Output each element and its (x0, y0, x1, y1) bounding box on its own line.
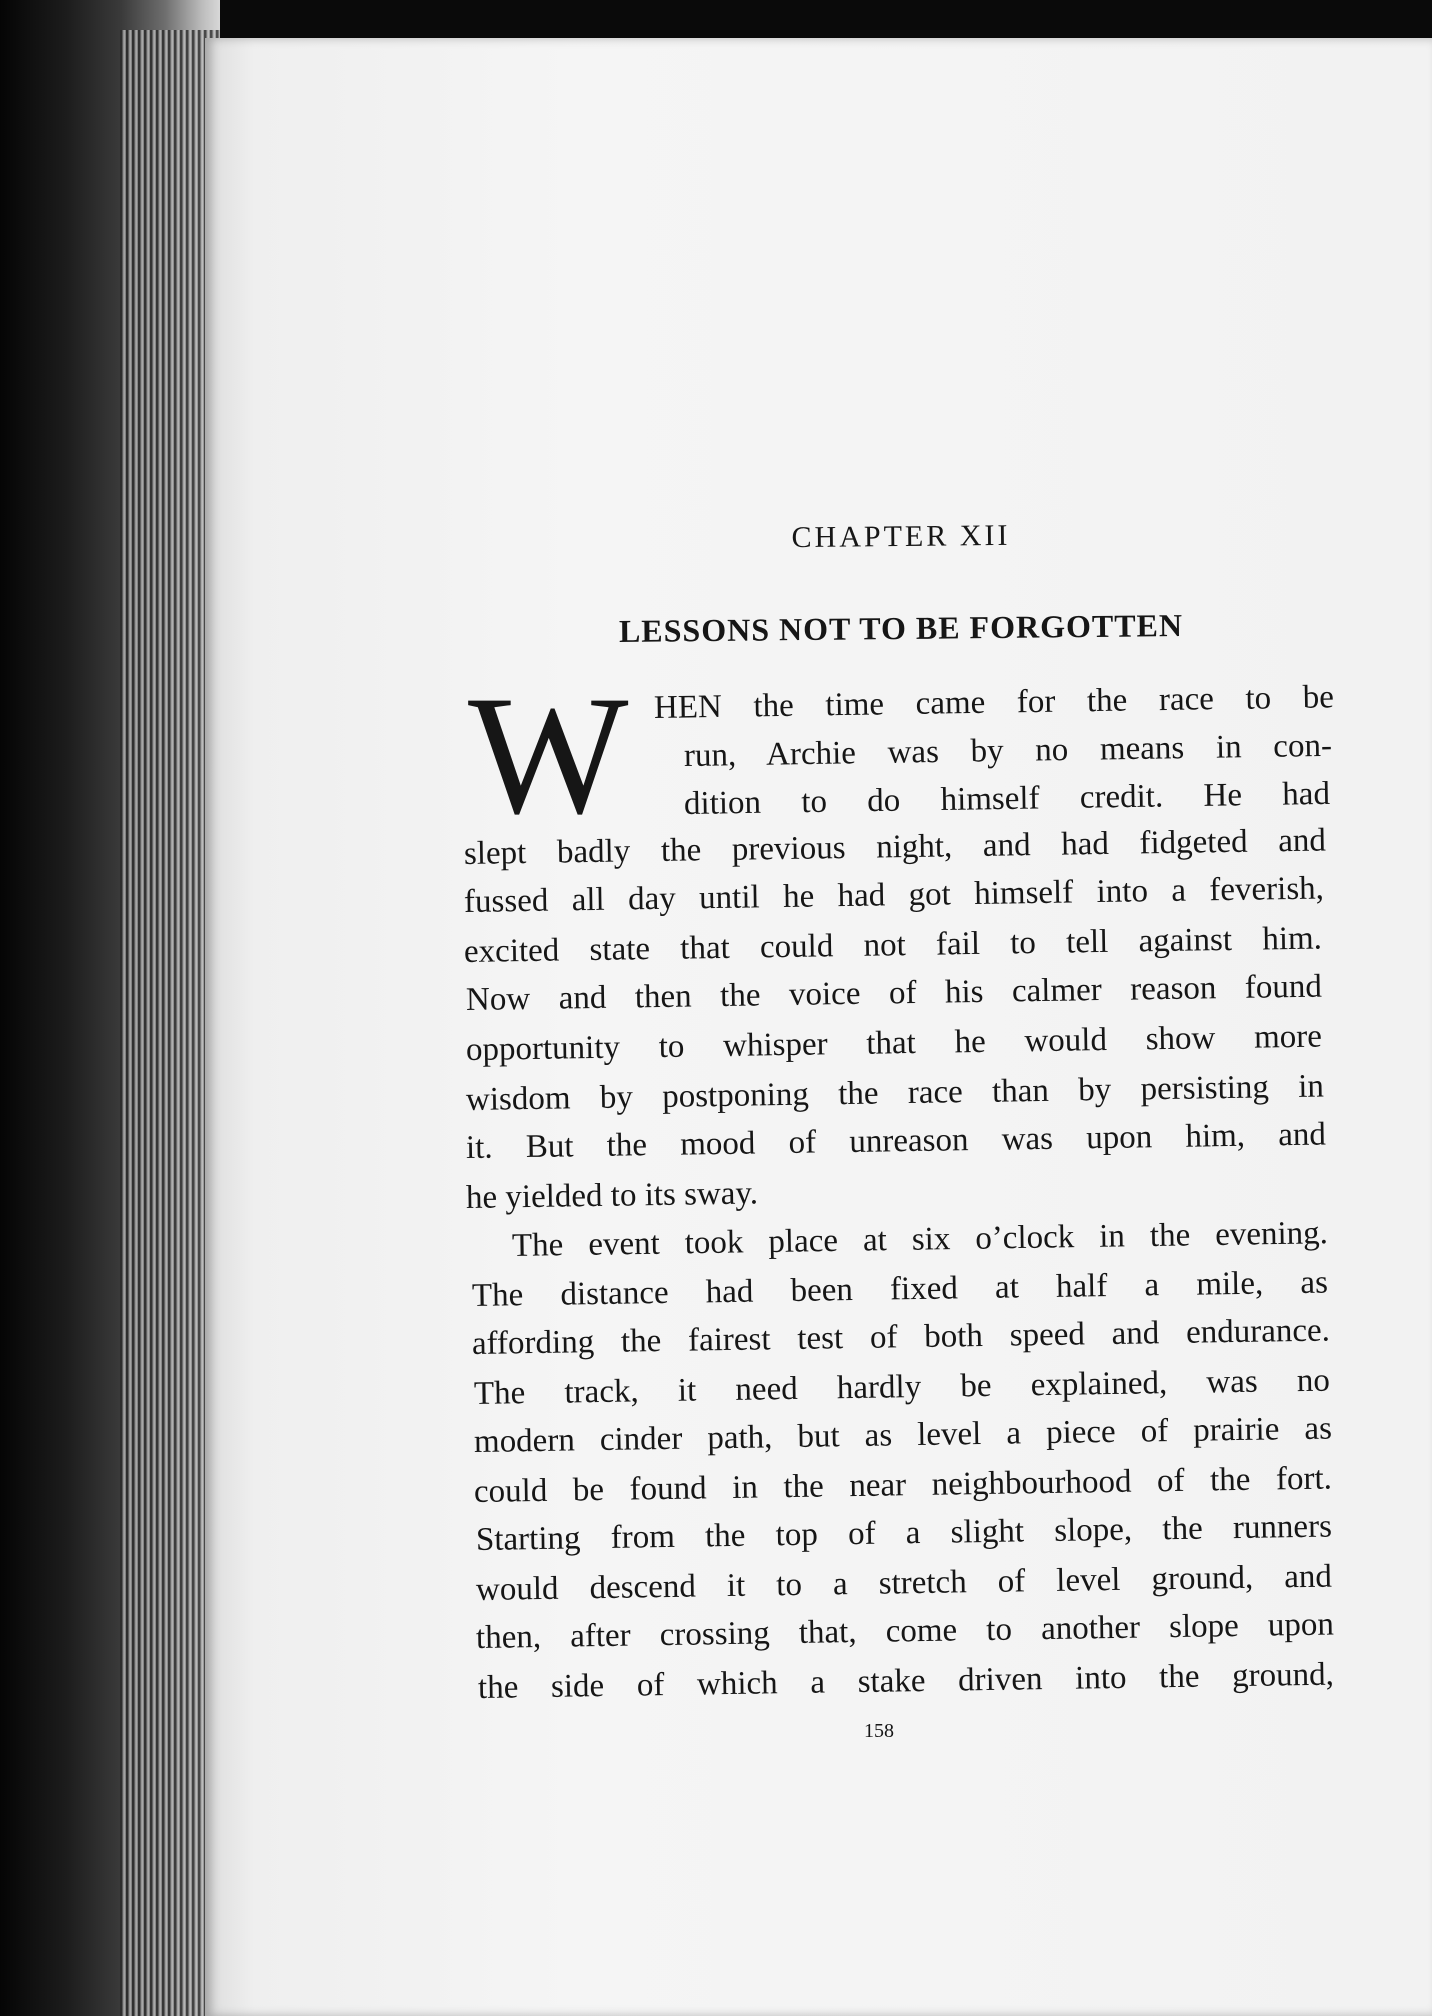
body-line: he yielded to its sway. (465, 1175, 759, 1216)
body-line: The track, it need hardly be explained, was no (473, 1362, 1331, 1412)
body-line: The event took place at six o’clock in the evening. (511, 1215, 1329, 1264)
body-line: Now and then the voice of his calmer reason found (465, 968, 1323, 1018)
body-line: then, after crossing that, come to another slope upon (475, 1606, 1335, 1656)
body-line: run, Archie was by no means in con- (683, 727, 1333, 774)
body-line: The distance had been fixed at half a mile, as (471, 1264, 1329, 1314)
page-number: 158 (864, 1720, 894, 1742)
body-line: slept badly the previous night, and had fidgeted and (463, 822, 1327, 872)
chapter-title: LESSONS NOT TO BE FORGOTTEN (618, 607, 1184, 649)
body-line: excited state that could not fail to tell against him. (463, 920, 1323, 970)
body-line: the side of which a stake driven into the ground, (477, 1656, 1335, 1706)
body-line: would descend it to a stretch of level ground, and (475, 1558, 1333, 1608)
body-line: opportunity to whisper that he would show more (465, 1018, 1323, 1068)
drop-cap: W (468, 661, 629, 849)
body-line: modern cinder path, but as level a piece of prairie as (473, 1410, 1333, 1460)
body-line: could be found in the near neighbourhood of the fort. (473, 1460, 1333, 1510)
body-line: Starting from the top of a slight slope, the runners (475, 1508, 1333, 1558)
body-line: dition to do himself credit. He had (683, 775, 1331, 822)
body-line: wisdom by postponing the race than by persisting in (465, 1068, 1325, 1118)
chapter-number: CHAPTER XII (791, 518, 1011, 555)
body-line: affording the fairest test of both speed and endurance. (471, 1312, 1331, 1362)
body-line: fussed all day until he had got himself into a feverish, (463, 870, 1325, 920)
body-line: it. But the mood of unreason was upon him, and (465, 1116, 1327, 1166)
body-line: HEN the time came for the race to be (653, 679, 1335, 726)
